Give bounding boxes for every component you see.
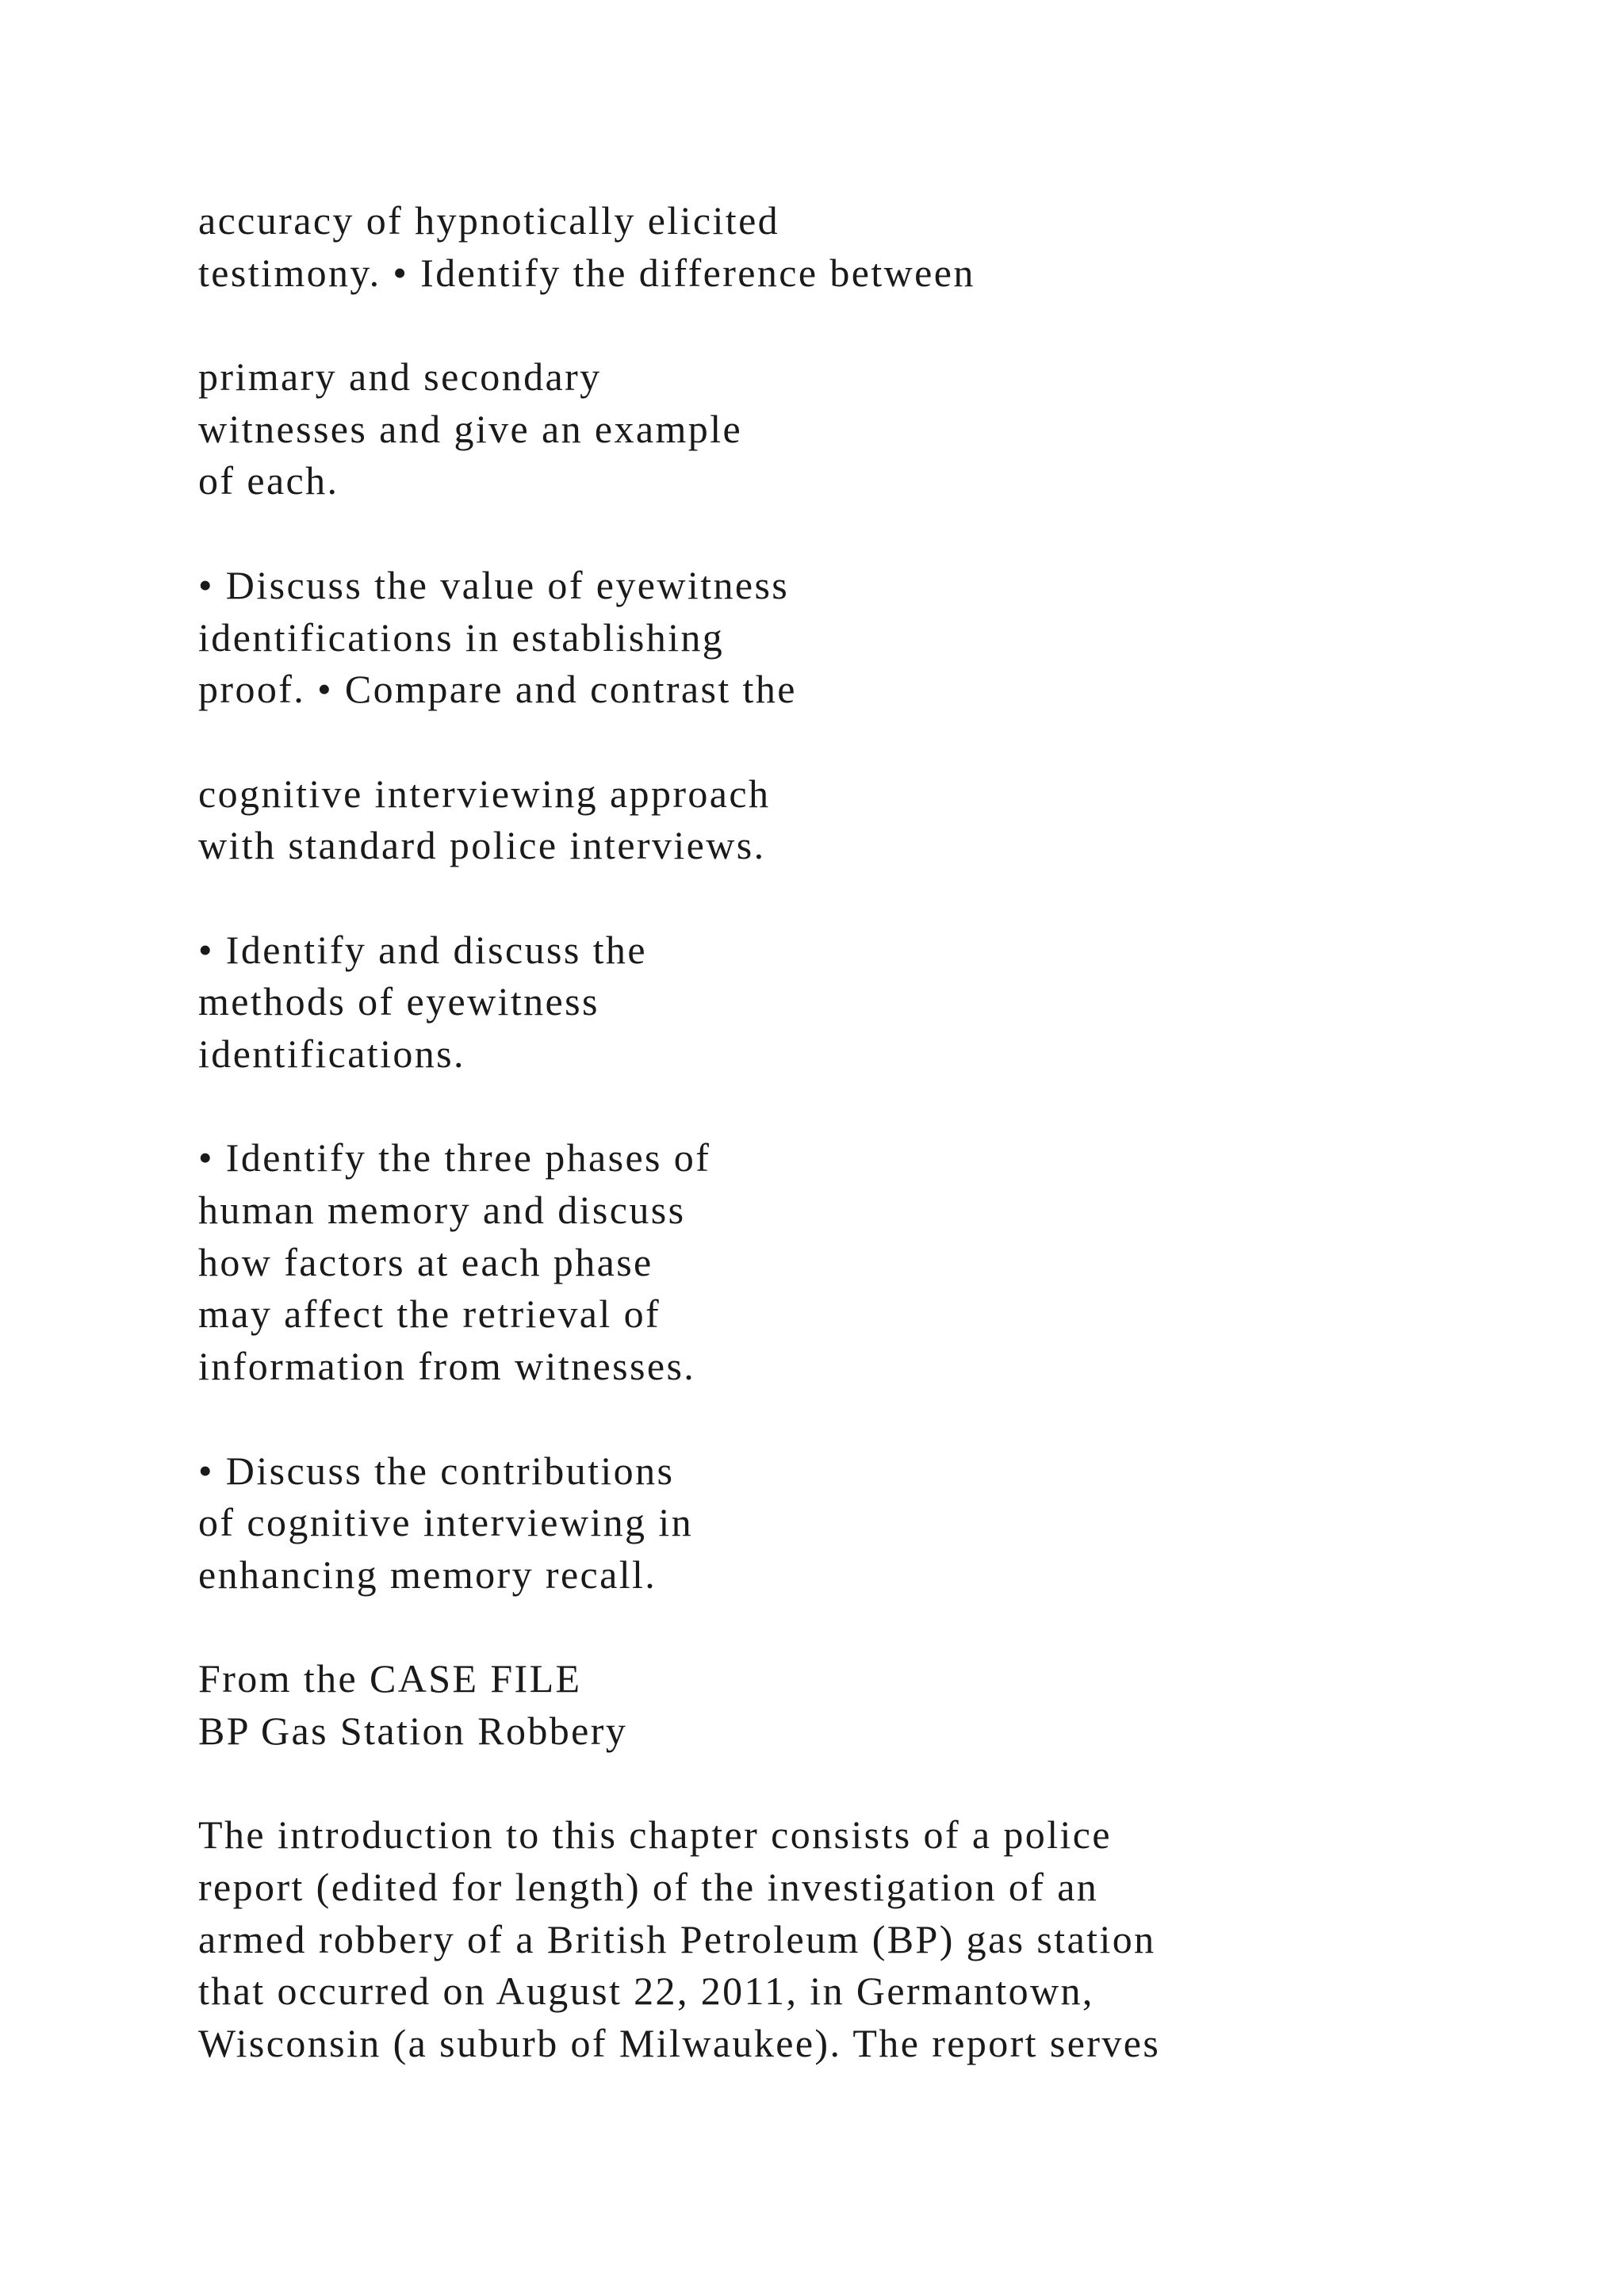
text-line: Wisconsin (a suburb of Milwaukee). The report serves [198,2021,1161,2066]
text-line: • Identify the three phases of [198,1135,711,1181]
text-line: BP Gas Station Robbery [198,1708,628,1753]
text-line: cognitive interviewing approach [198,771,771,816]
text-line: human memory and discuss [198,1188,686,1233]
paragraph-witness-types [198,351,1546,507]
text-line: The introduction to this chapter consists of a police [198,1812,1112,1858]
paragraph-hypnotic-testimony [198,195,1546,299]
text-line: of cognitive interviewing in [198,1500,694,1545]
text-line: information from witnesses. [198,1344,696,1389]
case-file-heading [198,1653,1546,1757]
paragraph-eyewitness-value [198,560,1546,716]
text-line: proof. • Compare and contrast the [198,667,797,712]
text-line: From the CASE FILE [198,1656,582,1701]
text-line: methods of eyewitness [198,979,599,1024]
text-line: • Discuss the contributions [198,1448,675,1493]
text-line: primary and secondary [198,354,602,400]
text-line: identifications. [198,1031,465,1076]
text-line: may affect the retrieval of [198,1292,661,1337]
text-line: • Identify and discuss the [198,927,647,972]
text-column [198,195,1546,2070]
paragraph-case-introduction [198,1809,1546,2069]
text-line: witnesses and give an example [198,406,743,451]
text-line: with standard police interviews. [198,823,766,868]
paragraph-cognitive-vs-standard [198,768,1546,872]
text-line: • Discuss the value of eyewitness [198,562,790,607]
text-line: identifications in establishing [198,614,725,660]
text-line: testimony. • Identify the difference between [198,250,975,295]
paragraph-cognitive-contributions [198,1445,1546,1601]
paragraph-memory-phases [198,1132,1546,1392]
paragraph-identification-methods [198,924,1546,1081]
text-line: armed robbery of a British Petroleum (BP) gas station [198,1916,1156,1961]
text-line: how factors at each phase [198,1239,653,1284]
text-line: that occurred on August 22, 2011, in Germantown, [198,1969,1094,2014]
text-line: of each. [198,458,339,503]
text-line: report (edited for length) of the investigation of an [198,1865,1099,1909]
text-line: accuracy of hypnotically elicited [198,198,780,243]
text-line: enhancing memory recall. [198,1552,657,1597]
